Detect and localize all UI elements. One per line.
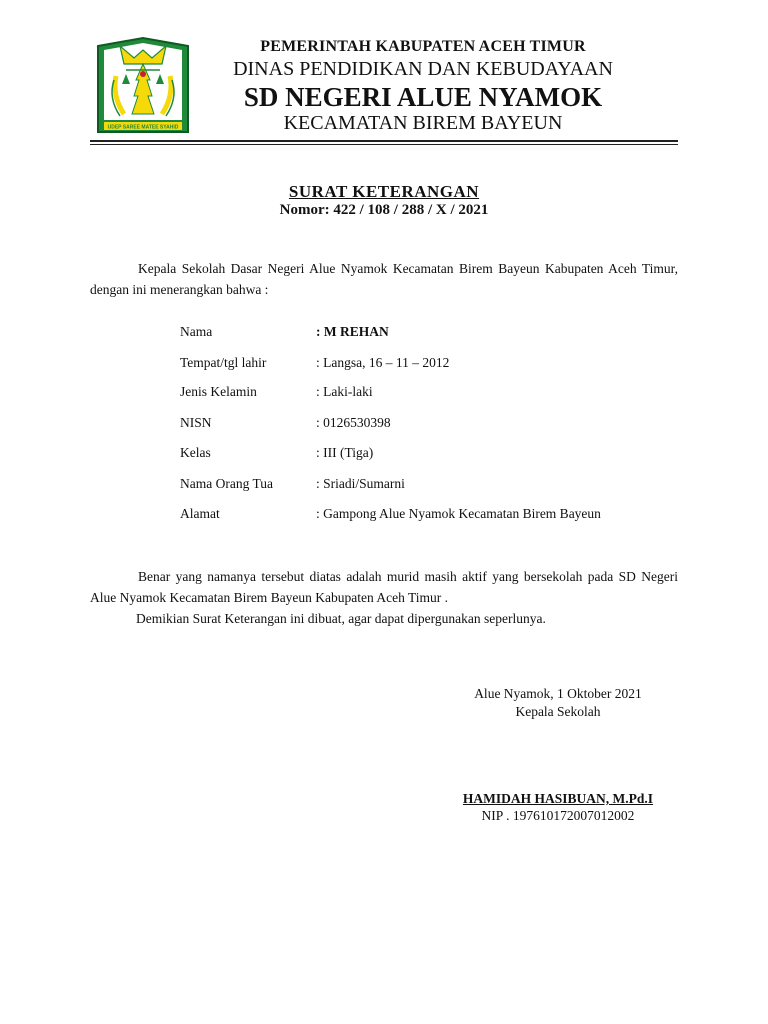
signature-nip: NIP . 197610172007012002 (481, 808, 635, 823)
closing-statement: Demikian Surat Keterangan ini dibuat, agar dapat dipergunakan seperlunya. (136, 611, 546, 626)
field-value: : Langsa, 16 – 11 – 2012 (316, 355, 450, 370)
field-value: : Laki-laki (316, 384, 373, 399)
logo-ribbon-text: UDEP SAREE MATEE SYAHID (107, 124, 179, 131)
document-number: Nomor: 422 / 108 / 288 / X / 2021 (279, 202, 489, 218)
header-rule-thick (90, 140, 678, 142)
intro-text: Kepala Sekolah Dasar Negeri Alue Nyamok Kecamatan Birem Bayeun Kabupaten Aceh Timur, dengan ini menerangkan bahwa : (90, 261, 678, 297)
intro-paragraph (90, 258, 678, 300)
header-department: DINAS PENDIDIKAN DAN KEBUDAYAAN (233, 58, 613, 80)
body-text: Benar yang namanya tersebut diatas adalah murid masih aktif yang bersekolah pada SD Negeri Alue Nyamok Kecamatan Birem Bayeun Kabupaten Aceh Timur . (90, 569, 678, 605)
signature-position: Kepala Sekolah (515, 704, 601, 719)
header-district: KECAMATAN BIREM BAYEUN (283, 112, 563, 134)
body-paragraph (90, 566, 678, 608)
field-label: Nama (180, 324, 213, 339)
header-rule-thin (90, 144, 678, 145)
field-value: : 0126530398 (316, 415, 391, 430)
header-school-name: SD NEGERI ALUE NYAMOK (243, 82, 603, 112)
document-title: SURAT KETERANGAN (288, 182, 480, 201)
signature-name: HAMIDAH HASIBUAN, M.Pd.I (462, 791, 654, 806)
field-label: Kelas (180, 445, 211, 460)
field-label: Jenis Kelamin (180, 384, 257, 399)
field-label: Tempat/tgl lahir (180, 355, 267, 370)
field-label: NISN (180, 415, 212, 430)
field-label: Alamat (180, 506, 220, 521)
signature-place-date: Alue Nyamok, 1 Oktober 2021 (474, 686, 642, 701)
field-value: : III (Tiga) (316, 445, 374, 460)
field-value: : Gampong Alue Nyamok Kecamatan Birem Bayeun (316, 506, 601, 521)
field-value: : Sriadi/Sumarni (316, 476, 405, 491)
field-label: Nama Orang Tua (180, 476, 273, 491)
header-government: PEMERINTAH KABUPATEN ACEH TIMUR (260, 38, 586, 55)
field-value: : M REHAN (316, 324, 389, 339)
aceh-timur-logo (90, 36, 196, 136)
